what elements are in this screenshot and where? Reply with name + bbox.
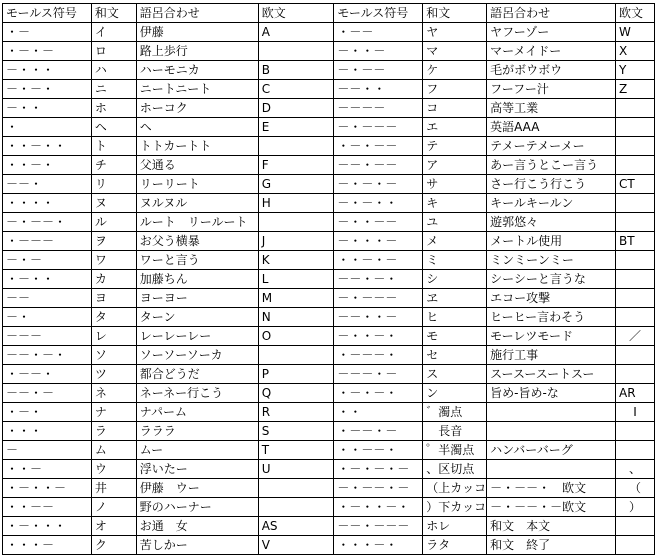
- left-obun-cell: A: [258, 23, 334, 42]
- column-header-mnemonic: 語呂合わせ: [487, 4, 616, 23]
- right-wabun-cell: ホレ: [423, 517, 487, 536]
- right-wabun-cell: ユ: [423, 213, 487, 232]
- right-mnemonic-cell: キールキールン: [487, 194, 616, 213]
- left-morse-code-cell: －・－－・: [3, 213, 92, 232]
- left-obun-cell: M: [258, 289, 334, 308]
- right-obun-cell: W: [616, 23, 655, 42]
- left-morse-code-cell: ・・・: [3, 422, 92, 441]
- left-morse-code-cell: ・・－: [3, 460, 92, 479]
- right-mnemonic-cell: シーシーと言うな: [487, 270, 616, 289]
- left-morse-code-cell: ・－・－: [3, 42, 92, 61]
- left-wabun-cell: ソ: [91, 346, 136, 365]
- right-mnemonic-cell: ヒーヒー言わそう: [487, 308, 616, 327]
- right-morse-code-cell: ・・－・－: [334, 251, 423, 270]
- right-obun-cell: X: [616, 42, 655, 61]
- left-wabun-cell: ナ: [91, 403, 136, 422]
- table-row: [3, 232, 655, 251]
- table-row: [3, 441, 655, 460]
- left-wabun-cell: ム: [91, 441, 136, 460]
- table-row: [3, 289, 655, 308]
- right-obun-cell: [616, 251, 655, 270]
- left-morse-code-cell: ・－: [3, 23, 92, 42]
- column-header-mnemonic: 語呂合わせ: [136, 4, 258, 23]
- left-morse-code-cell: －・・: [3, 99, 92, 118]
- header-row: [3, 4, 655, 23]
- right-obun-cell: CT: [616, 175, 655, 194]
- left-obun-cell: S: [258, 422, 334, 441]
- table-row: [3, 536, 655, 555]
- table-row: [3, 422, 655, 441]
- left-obun-cell: J: [258, 232, 334, 251]
- left-morse-code-cell: ・－・・: [3, 270, 92, 289]
- right-wabun-cell: コ: [423, 99, 487, 118]
- left-morse-code-cell: －・・・: [3, 61, 92, 80]
- right-obun-cell: [616, 118, 655, 137]
- left-morse-code-cell: －－・: [3, 175, 92, 194]
- right-morse-code-cell: －・・・－: [334, 232, 423, 251]
- table-row: [3, 479, 655, 498]
- right-morse-code-cell: －・－－－: [334, 118, 423, 137]
- right-morse-code-cell: －・・－: [334, 42, 423, 61]
- right-morse-code-cell: －・－－: [334, 61, 423, 80]
- right-morse-code-cell: －・－－・－: [334, 479, 423, 498]
- column-header-morse-code: モールス符号: [3, 4, 92, 23]
- right-morse-code-cell: －・・－－: [334, 213, 423, 232]
- right-obun-cell: ）: [616, 498, 655, 517]
- right-obun-cell: [616, 99, 655, 118]
- right-obun-cell: Z: [616, 80, 655, 99]
- table-row: [3, 156, 655, 175]
- right-wabun-cell: ゜半濁点: [423, 441, 487, 460]
- right-mnemonic-cell: 遊郭悠々: [487, 213, 616, 232]
- right-morse-code-cell: ・－・－－: [334, 137, 423, 156]
- left-mnemonic-cell: ニートニート: [136, 80, 258, 99]
- left-obun-cell: N: [258, 308, 334, 327]
- right-morse-code-cell: －・－・－: [334, 175, 423, 194]
- left-wabun-cell: ト: [91, 137, 136, 156]
- right-mnemonic-cell: 施行工事: [487, 346, 616, 365]
- left-wabun-cell: ウ: [91, 460, 136, 479]
- table-row: [3, 251, 655, 270]
- right-obun-cell: [616, 213, 655, 232]
- left-obun-cell: L: [258, 270, 334, 289]
- right-mnemonic-cell: 和文 本文: [487, 517, 616, 536]
- left-obun-cell: Q: [258, 384, 334, 403]
- right-obun-cell: AR: [616, 384, 655, 403]
- left-mnemonic-cell: ネーネー行こう: [136, 384, 258, 403]
- left-obun-cell: T: [258, 441, 334, 460]
- left-wabun-cell: ホ: [91, 99, 136, 118]
- left-mnemonic-cell: ヘ: [136, 118, 258, 137]
- right-mnemonic-cell: フーフー汁: [487, 80, 616, 99]
- right-mnemonic-cell: ハンバーバーグ: [487, 441, 616, 460]
- right-mnemonic-cell: －・－－・－欧文: [487, 498, 616, 517]
- table-row: [3, 137, 655, 156]
- left-morse-code-cell: －－－: [3, 327, 92, 346]
- right-obun-cell: ／: [616, 327, 655, 346]
- right-wabun-cell: ）下カッコ: [423, 498, 487, 517]
- right-morse-code-cell: ・－・－・－: [334, 460, 423, 479]
- left-mnemonic-cell: お通 女: [136, 517, 258, 536]
- left-wabun-cell: イ: [91, 23, 136, 42]
- right-mnemonic-cell: 旨め-旨め-な: [487, 384, 616, 403]
- right-wabun-cell: （上カッコ: [423, 479, 487, 498]
- left-obun-cell: [258, 346, 334, 365]
- left-obun-cell: [258, 137, 334, 156]
- right-wabun-cell: 、区切点: [423, 460, 487, 479]
- right-wabun-cell: サ: [423, 175, 487, 194]
- right-obun-cell: [616, 346, 655, 365]
- left-mnemonic-cell: 野のハーナー: [136, 498, 258, 517]
- right-mnemonic-cell: －・－－・ 欧文: [487, 479, 616, 498]
- left-wabun-cell: ハ: [91, 61, 136, 80]
- left-mnemonic-cell: トトカートト: [136, 137, 258, 156]
- right-morse-code-cell: －－・－－－: [334, 517, 423, 536]
- left-wabun-cell: ヲ: [91, 232, 136, 251]
- right-wabun-cell: ア: [423, 156, 487, 175]
- right-wabun-cell: ゛濁点: [423, 403, 487, 422]
- left-morse-code-cell: －: [3, 441, 92, 460]
- right-mnemonic-cell: ヤフーゾー: [487, 23, 616, 42]
- right-mnemonic-cell: 英語AAA: [487, 118, 616, 137]
- right-morse-code-cell: ・－－・－: [334, 422, 423, 441]
- left-mnemonic-cell: お父う横暴: [136, 232, 258, 251]
- left-wabun-cell: ツ: [91, 365, 136, 384]
- right-morse-code-cell: －－・－－: [334, 156, 423, 175]
- right-obun-cell: 、: [616, 460, 655, 479]
- right-wabun-cell: ラタ: [423, 536, 487, 555]
- table-row: [3, 80, 655, 99]
- right-morse-code-cell: ・・: [334, 403, 423, 422]
- right-obun-cell: [616, 365, 655, 384]
- left-obun-cell: O: [258, 327, 334, 346]
- right-obun-cell: [616, 517, 655, 536]
- right-obun-cell: （: [616, 479, 655, 498]
- right-obun-cell: [616, 289, 655, 308]
- left-obun-cell: G: [258, 175, 334, 194]
- right-mnemonic-cell: メートル使用: [487, 232, 616, 251]
- left-morse-code-cell: ・－・・・: [3, 517, 92, 536]
- right-mnemonic-cell: モーレツモード: [487, 327, 616, 346]
- left-morse-code-cell: ・・－・: [3, 156, 92, 175]
- right-obun-cell: [616, 422, 655, 441]
- left-wabun-cell: ノ: [91, 498, 136, 517]
- right-mnemonic-cell: スースースートスー: [487, 365, 616, 384]
- left-wabun-cell: ヘ: [91, 118, 136, 137]
- left-obun-cell: [258, 213, 334, 232]
- right-mnemonic-cell: [487, 403, 616, 422]
- right-morse-code-cell: ・－・・－・: [334, 498, 423, 517]
- left-obun-cell: K: [258, 251, 334, 270]
- right-morse-code-cell: －－・・－: [334, 308, 423, 327]
- left-wabun-cell: ヨ: [91, 289, 136, 308]
- left-mnemonic-cell: レーレーレー: [136, 327, 258, 346]
- right-morse-code-cell: －－・－・: [334, 270, 423, 289]
- left-obun-cell: [258, 42, 334, 61]
- right-obun-cell: [616, 270, 655, 289]
- left-morse-code-cell: ・・・・: [3, 194, 92, 213]
- left-wabun-cell: レ: [91, 327, 136, 346]
- right-morse-code-cell: －・－・・: [334, 194, 423, 213]
- left-obun-cell: E: [258, 118, 334, 137]
- left-obun-cell: F: [258, 156, 334, 175]
- left-morse-code-cell: ・・－－: [3, 498, 92, 517]
- right-wabun-cell: シ: [423, 270, 487, 289]
- left-morse-code-cell: －・－: [3, 251, 92, 270]
- left-morse-code-cell: －－: [3, 289, 92, 308]
- right-mnemonic-cell: 毛がボウボウ: [487, 61, 616, 80]
- left-mnemonic-cell: 伊藤: [136, 23, 258, 42]
- left-morse-code-cell: －・－・: [3, 80, 92, 99]
- left-wabun-cell: リ: [91, 175, 136, 194]
- left-mnemonic-cell: ホーコク: [136, 99, 258, 118]
- right-mnemonic-cell: テメーテメーメー: [487, 137, 616, 156]
- right-wabun-cell: マ: [423, 42, 487, 61]
- table-row: [3, 175, 655, 194]
- right-morse-code-cell: ・・・－・: [334, 536, 423, 555]
- right-wabun-cell: ケ: [423, 61, 487, 80]
- left-obun-cell: [258, 479, 334, 498]
- right-morse-code-cell: －－－・－: [334, 365, 423, 384]
- left-mnemonic-cell: 浮いたー: [136, 460, 258, 479]
- right-obun-cell: [616, 441, 655, 460]
- left-morse-code-cell: ・－－・: [3, 365, 92, 384]
- left-mnemonic-cell: ワーと言う: [136, 251, 258, 270]
- table-row: [3, 327, 655, 346]
- left-obun-cell: [258, 498, 334, 517]
- left-wabun-cell: タ: [91, 308, 136, 327]
- right-obun-cell: [616, 137, 655, 156]
- left-wabun-cell: チ: [91, 156, 136, 175]
- right-morse-code-cell: ・－－－・: [334, 346, 423, 365]
- left-wabun-cell: ニ: [91, 80, 136, 99]
- table-row: [3, 42, 655, 61]
- left-wabun-cell: ネ: [91, 384, 136, 403]
- left-mnemonic-cell: 父通る: [136, 156, 258, 175]
- right-obun-cell: [616, 536, 655, 555]
- left-mnemonic-cell: 路上歩行: [136, 42, 258, 61]
- left-mnemonic-cell: ムー: [136, 441, 258, 460]
- left-morse-code-cell: ・・－・・: [3, 137, 92, 156]
- right-mnemonic-cell: 高等工業: [487, 99, 616, 118]
- left-wabun-cell: ロ: [91, 42, 136, 61]
- left-obun-cell: U: [258, 460, 334, 479]
- left-obun-cell: B: [258, 61, 334, 80]
- left-morse-code-cell: ・－・: [3, 403, 92, 422]
- column-header-wabun: 和文: [91, 4, 136, 23]
- left-mnemonic-cell: ヨーヨー: [136, 289, 258, 308]
- morse-code-table: [2, 3, 655, 555]
- left-obun-cell: R: [258, 403, 334, 422]
- table-row: [3, 384, 655, 403]
- table-row: [3, 517, 655, 536]
- right-mnemonic-cell: 和文 終了: [487, 536, 616, 555]
- right-morse-code-cell: ・・－－・: [334, 441, 423, 460]
- right-morse-code-cell: －・・－・: [334, 327, 423, 346]
- right-obun-cell: [616, 194, 655, 213]
- right-morse-code-cell: －－－－: [334, 99, 423, 118]
- left-obun-cell: AS: [258, 517, 334, 536]
- left-wabun-cell: ヌ: [91, 194, 136, 213]
- left-wabun-cell: カ: [91, 270, 136, 289]
- right-wabun-cell: エ: [423, 118, 487, 137]
- left-mnemonic-cell: 都合どうだ: [136, 365, 258, 384]
- left-wabun-cell: 井: [91, 479, 136, 498]
- left-obun-cell: P: [258, 365, 334, 384]
- table-row: [3, 365, 655, 384]
- left-mnemonic-cell: 苦しかー: [136, 536, 258, 555]
- right-wabun-cell: フ: [423, 80, 487, 99]
- left-mnemonic-cell: リーリート: [136, 175, 258, 194]
- table-row: [3, 403, 655, 422]
- left-wabun-cell: オ: [91, 517, 136, 536]
- right-obun-cell: [616, 156, 655, 175]
- left-obun-cell: D: [258, 99, 334, 118]
- right-mnemonic-cell: エコー攻撃: [487, 289, 616, 308]
- right-morse-code-cell: －・－－－: [334, 289, 423, 308]
- table-row: [3, 23, 655, 42]
- right-morse-code-cell: －－・・: [334, 80, 423, 99]
- column-header-obun: 欧文: [258, 4, 334, 23]
- table-row: [3, 460, 655, 479]
- left-mnemonic-cell: 加藤ちん: [136, 270, 258, 289]
- table-row: [3, 61, 655, 80]
- table-row: [3, 346, 655, 365]
- right-obun-cell: Y: [616, 61, 655, 80]
- left-obun-cell: C: [258, 80, 334, 99]
- left-mnemonic-cell: ヌルヌル: [136, 194, 258, 213]
- table-row: [3, 270, 655, 289]
- right-obun-cell: BT: [616, 232, 655, 251]
- left-mnemonic-cell: ナパーム: [136, 403, 258, 422]
- left-morse-code-cell: －－・－・: [3, 346, 92, 365]
- right-wabun-cell: ミ: [423, 251, 487, 270]
- right-obun-cell: I: [616, 403, 655, 422]
- right-mnemonic-cell: ミンミーンミー: [487, 251, 616, 270]
- table-row: [3, 213, 655, 232]
- left-wabun-cell: ワ: [91, 251, 136, 270]
- right-mnemonic-cell: さー行こう行こう: [487, 175, 616, 194]
- right-wabun-cell: セ: [423, 346, 487, 365]
- column-header-wabun: 和文: [423, 4, 487, 23]
- table-row: [3, 118, 655, 137]
- right-morse-code-cell: ・－－: [334, 23, 423, 42]
- left-mnemonic-cell: ハーモニカ: [136, 61, 258, 80]
- left-morse-code-cell: －・: [3, 308, 92, 327]
- left-morse-code-cell: ・－－－: [3, 232, 92, 251]
- left-wabun-cell: ル: [91, 213, 136, 232]
- table-row: [3, 498, 655, 517]
- left-mnemonic-cell: ターン: [136, 308, 258, 327]
- table-row: [3, 194, 655, 213]
- column-header-obun: 欧文: [616, 4, 655, 23]
- right-wabun-cell: ヒ: [423, 308, 487, 327]
- left-morse-code-cell: ・－・・－: [3, 479, 92, 498]
- left-obun-cell: V: [258, 536, 334, 555]
- left-mnemonic-cell: ルート リールート: [136, 213, 258, 232]
- morse-table-sheet: [2, 3, 655, 555]
- right-wabun-cell: 長音: [423, 422, 487, 441]
- left-morse-code-cell: ・: [3, 118, 92, 137]
- left-wabun-cell: ク: [91, 536, 136, 555]
- left-morse-code-cell: －－・－: [3, 384, 92, 403]
- right-wabun-cell: ヤ: [423, 23, 487, 42]
- right-mnemonic-cell: マーメイドー: [487, 42, 616, 61]
- left-mnemonic-cell: ソーソーソーカ: [136, 346, 258, 365]
- right-wabun-cell: モ: [423, 327, 487, 346]
- left-mnemonic-cell: 伊藤 ウー: [136, 479, 258, 498]
- right-morse-code-cell: ・－・－・: [334, 384, 423, 403]
- right-obun-cell: [616, 308, 655, 327]
- column-header-morse-code: モールス符号: [334, 4, 423, 23]
- right-wabun-cell: ン: [423, 384, 487, 403]
- right-wabun-cell: ス: [423, 365, 487, 384]
- right-wabun-cell: メ: [423, 232, 487, 251]
- right-mnemonic-cell: [487, 422, 616, 441]
- right-mnemonic-cell: [487, 460, 616, 479]
- right-wabun-cell: ヱ: [423, 289, 487, 308]
- left-obun-cell: H: [258, 194, 334, 213]
- table-row: [3, 308, 655, 327]
- right-wabun-cell: キ: [423, 194, 487, 213]
- left-morse-code-cell: ・・・－: [3, 536, 92, 555]
- table-row: [3, 99, 655, 118]
- right-wabun-cell: テ: [423, 137, 487, 156]
- left-wabun-cell: ラ: [91, 422, 136, 441]
- left-mnemonic-cell: ラララ: [136, 422, 258, 441]
- right-mnemonic-cell: あー言うとこー言う: [487, 156, 616, 175]
